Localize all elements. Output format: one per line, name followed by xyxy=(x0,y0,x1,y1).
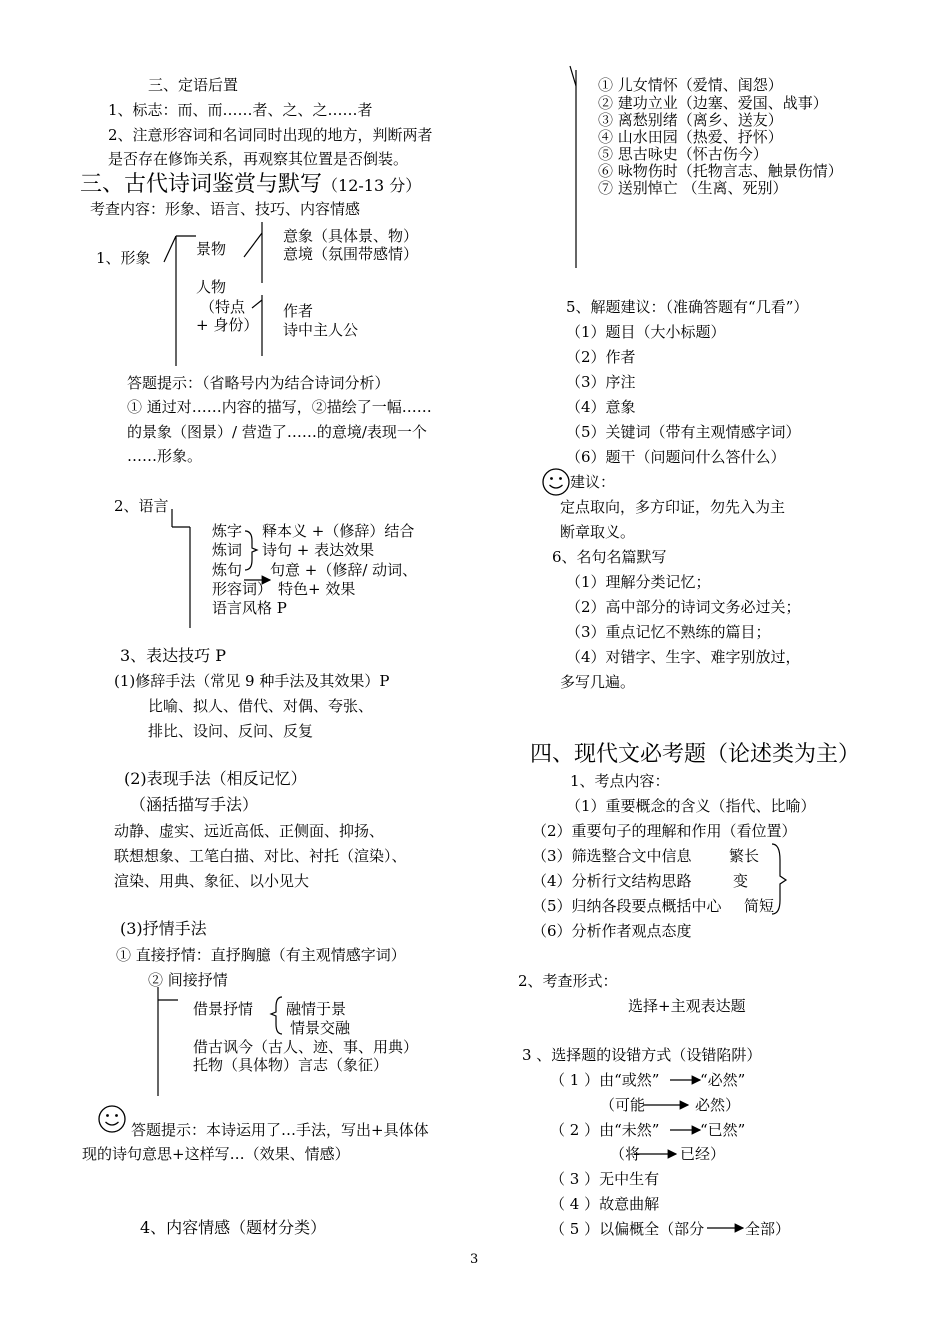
tree-node: 形容词） xyxy=(212,580,273,598)
list-item: （2）重要句子的理解和作用（看位置） xyxy=(532,822,797,840)
advice-item: （5）关键词（带有主观情感字词） xyxy=(566,423,801,441)
subsection-title: 6、名句名篇默写 xyxy=(552,548,667,566)
text-line: 多写几遍。 xyxy=(560,673,636,691)
tree-node: 诗中主人公 xyxy=(283,321,359,339)
advice-item: （2）作者 xyxy=(566,348,636,366)
text-line: 的景象（图景）/ 营造了……的意境/表现一个 xyxy=(127,423,427,441)
tree-node: 语言风格 P xyxy=(212,599,287,617)
tree-node: 意象（具体景、物） xyxy=(283,227,419,245)
list-item: （4）分析行文结构思路 xyxy=(532,872,692,890)
theme-item: ④ 山水田园（热爱、抒怀） xyxy=(598,128,783,146)
text-line: (1)修辞手法（常见 9 种手法及其效果）P xyxy=(114,672,390,690)
list-item: 全部） xyxy=(745,1220,791,1238)
list-item: 已经） xyxy=(680,1145,726,1163)
list-item: （可能 xyxy=(600,1096,646,1114)
subsection-title: 1、考点内容： xyxy=(570,772,670,790)
list-item: （ 3 ）无中生有 xyxy=(550,1170,660,1188)
advice-item: （3）序注 xyxy=(566,373,636,391)
list-item: （ 1 ）由“或然” xyxy=(550,1071,660,1089)
tree-node: 托物（具体物）言志（象征） xyxy=(193,1056,389,1074)
section-heading-3: 三、古代诗词鉴赏与默写（12-13 分） xyxy=(80,172,422,197)
theme-item: ② 建功立业（边塞、爱国、战事） xyxy=(598,94,828,112)
subsection-title: 3、表达技巧 P xyxy=(120,646,227,665)
tree-node: 诗句 + 表达效果 xyxy=(262,541,375,559)
text-line: （涵括描写手法） xyxy=(130,795,259,814)
annotation: 变 xyxy=(733,872,749,890)
yuyan-label: 2、语言 xyxy=(114,497,169,515)
text-line: 现的诗句意思+这样写…（效果、情感） xyxy=(82,1145,350,1163)
list-item: （ 2 ）由“未然” xyxy=(550,1121,660,1139)
tree-node: 意境（氛围带感情） xyxy=(283,245,419,263)
tree-node: 释本义 +（修辞）结合 xyxy=(262,522,415,540)
advice-item: （6）题干（问题问什么答什么） xyxy=(566,448,786,466)
theme-item: ③ 离愁别绪（离乡、送友） xyxy=(598,111,783,129)
list-item: （3）筛选整合文中信息 xyxy=(532,847,692,865)
list-item: （1）理解分类记忆； xyxy=(566,573,711,591)
list-item: （2）高中部分的诗词文务必过关； xyxy=(566,598,801,616)
subsection-title: 2、考查形式： xyxy=(518,972,618,990)
text-line: ……形象。 xyxy=(127,447,203,465)
annotation: 简短 xyxy=(744,897,775,915)
list-item: （4）对错字、生字、难字别放过， xyxy=(566,648,801,666)
text-line: 定点取向，多方印证，勿先入为主 xyxy=(560,498,786,516)
advice-item: （4）意象 xyxy=(566,398,636,416)
text-line: 排比、设问、反问、反复 xyxy=(148,722,314,740)
tree-node: 炼字 xyxy=(212,522,243,540)
text-line: 渲染、用典、象征、以小见大 xyxy=(114,872,310,890)
text-line: (2)表现手法（相反记忆） xyxy=(124,769,307,788)
list-item: （3）重点记忆不熟练的篇目； xyxy=(566,623,771,641)
text-line: 断章取义。 xyxy=(560,523,636,541)
tree-node: 作者 xyxy=(283,302,314,320)
advice-item: （1）题目（大小标题） xyxy=(566,323,726,341)
theme-item: ⑦ 送别悼亡 （生离、死别） xyxy=(598,179,788,197)
theme-item: ⑤ 思古咏史（怀古伤今） xyxy=(598,145,768,163)
annotation: 繁长 xyxy=(729,847,760,865)
page-number: 3 xyxy=(470,1252,479,1267)
text-line: 联想想象、工笔白描、对比、衬托（渲染）、 xyxy=(114,847,407,865)
tree-node: 融情于景 xyxy=(286,1000,347,1018)
tree-node: 借古讽今（古人、迹、事、用典） xyxy=(193,1038,419,1056)
tree-node: 句意 +（修辞/ 动词、 xyxy=(270,561,418,579)
tree-node: 情景交融 xyxy=(290,1019,351,1037)
tree-node: 炼词 xyxy=(212,541,243,559)
list-item: （ 5 ）以偏概全（部分 xyxy=(550,1220,705,1238)
section-heading-4: 四、现代文必考题（论述类为主） xyxy=(530,742,861,767)
list-item: （ 4 ）故意曲解 xyxy=(550,1195,660,1213)
tree-node: 人物 xyxy=(196,278,227,296)
tree-node: 景物 xyxy=(196,240,227,258)
theme-item: ⑥ 咏物伤时（托物言志、触景伤情） xyxy=(598,162,843,180)
subsection-title: 5、解题建议：（准确答题有“几看”） xyxy=(566,298,809,316)
text-line: 动静、虚实、远近高低、正侧面、抑扬、 xyxy=(114,822,385,840)
subsection-title: 三、定语后置 xyxy=(148,76,239,94)
tree-node: + 身份） xyxy=(196,316,259,334)
list-item: 必然） xyxy=(695,1096,741,1114)
tree-node: 借景抒情 xyxy=(193,1000,254,1018)
list-item: “已然” xyxy=(700,1121,746,1139)
tree-node: （特点 xyxy=(200,298,246,316)
list-item: （5）归纳各段要点概括中心 xyxy=(532,897,722,915)
text-line: (3)抒情手法 xyxy=(120,919,207,938)
list-item: （将 xyxy=(610,1145,641,1163)
text-line: 是否存在修饰关系，再观察其位置是否倒装。 xyxy=(108,150,409,168)
text-line: ② 间接抒情 xyxy=(148,971,228,989)
text-line: 建议： xyxy=(570,473,616,491)
subsection-title: 4、内容情感（题材分类） xyxy=(140,1218,327,1237)
list-item: （6）分析作者观点态度 xyxy=(532,922,692,940)
answer-tip-title: 答题提示：（省略号内为结合诗词分析） xyxy=(127,374,390,392)
text-line: 比喻、拟人、借代、对偶、夸张、 xyxy=(148,697,374,715)
text-line: ① 直接抒情：直抒胸臆（有主观情感字词） xyxy=(116,946,406,964)
tree-node: 炼句 xyxy=(212,561,243,579)
list-item: “必然” xyxy=(700,1071,746,1089)
tree-node: 特色+ 效果 xyxy=(278,580,356,598)
text-line: 选择+主观表达题 xyxy=(628,997,746,1015)
text-line: 1、标志：而、而……者、之、之……者 xyxy=(108,101,373,119)
text-line: ① 通过对……内容的描写，②描绘了一幅…… xyxy=(127,398,432,416)
xingxiang-label: 1、形象 xyxy=(96,249,151,267)
theme-item: ① 儿女情怀（爱情、闺怨） xyxy=(598,76,783,94)
subsection-title: 3 、选择题的设错方式（设错陷阱） xyxy=(522,1046,762,1064)
list-item: （1）重要概念的含义（指代、比喻） xyxy=(566,797,816,815)
text-line: 2、注意形容词和名词同时出现的地方，判断两者 xyxy=(108,126,433,144)
text-line: 答题提示：本诗运用了…手法，写出+具体体 xyxy=(131,1121,429,1139)
text-line: 考查内容：形象、语言、技巧、内容情感 xyxy=(90,200,361,218)
